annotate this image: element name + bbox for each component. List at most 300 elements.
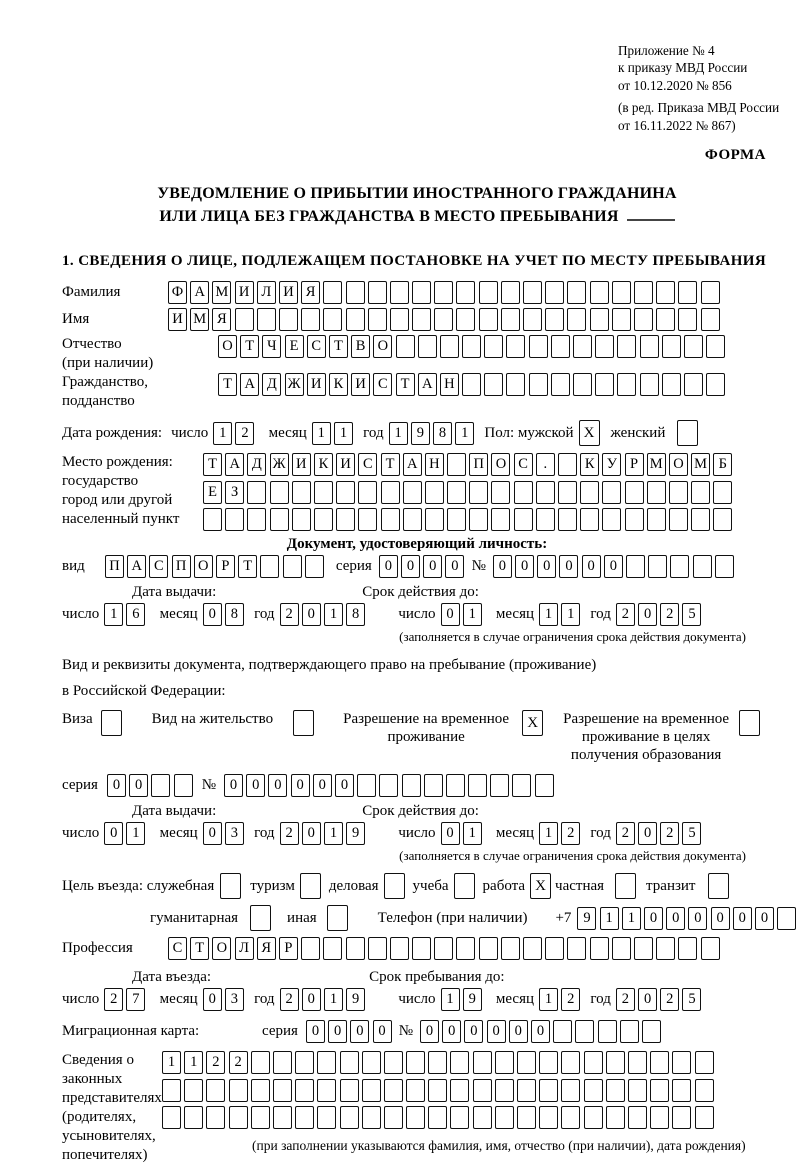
char-cell[interactable]: О [373,335,392,358]
char-cell[interactable]: 0 [638,988,657,1011]
char-cell[interactable] [184,1079,203,1102]
char-cell[interactable] [384,1079,403,1102]
char-cell[interactable] [678,308,697,331]
char-cell[interactable] [517,1079,536,1102]
char-cell[interactable] [573,373,592,396]
char-cell[interactable] [595,373,614,396]
char-cell[interactable] [203,508,222,531]
char-cell[interactable]: 0 [379,555,398,578]
char-cell[interactable] [634,308,653,331]
char-cell[interactable]: П [172,555,191,578]
char-cell[interactable] [567,281,586,304]
char-cell[interactable] [535,774,554,797]
char-cell[interactable]: А [418,373,437,396]
char-cell[interactable]: 0 [644,907,663,930]
char-cell[interactable] [424,774,443,797]
char-cell[interactable] [473,1051,492,1074]
char-cell[interactable]: О [218,335,237,358]
char-cell[interactable] [512,774,531,797]
char-cell[interactable] [517,1106,536,1129]
char-cell[interactable]: 1 [441,988,460,1011]
char-cell[interactable] [379,774,398,797]
char-cell[interactable] [403,508,422,531]
char-cell[interactable] [617,335,636,358]
char-cell[interactable] [706,373,725,396]
char-cell[interactable] [251,1106,270,1129]
char-cell[interactable] [580,481,599,504]
char-cell[interactable]: 1 [455,422,474,445]
purpose-work-checkbox[interactable]: Х [530,873,551,899]
char-cell[interactable]: Т [190,937,209,960]
char-cell[interactable]: М [190,308,209,331]
char-cell[interactable] [529,335,548,358]
char-cell[interactable] [656,937,675,960]
char-cell[interactable]: Н [425,453,444,476]
char-cell[interactable]: П [469,453,488,476]
char-cell[interactable] [642,1020,661,1043]
char-cell[interactable]: Е [203,481,222,504]
char-cell[interactable] [406,1051,425,1074]
purpose-study-checkbox[interactable] [454,873,475,899]
char-cell[interactable]: 0 [224,774,243,797]
char-cell[interactable] [561,1079,580,1102]
char-cell[interactable] [479,937,498,960]
char-cell[interactable] [323,308,342,331]
char-cell[interactable] [368,281,387,304]
char-cell[interactable]: 0 [203,988,222,1011]
char-cell[interactable] [270,508,289,531]
char-cell[interactable] [403,481,422,504]
char-cell[interactable]: И [235,281,254,304]
char-cell[interactable]: 0 [531,1020,550,1043]
char-cell[interactable] [617,373,636,396]
char-cell[interactable]: 2 [229,1051,248,1074]
char-cell[interactable]: 2 [280,603,299,626]
char-cell[interactable] [362,1106,381,1129]
char-cell[interactable]: Ф [168,281,187,304]
char-cell[interactable] [346,281,365,304]
char-cell[interactable] [561,1051,580,1074]
char-cell[interactable]: 2 [660,603,679,626]
visa-checkbox[interactable] [101,710,122,736]
char-cell[interactable]: 1 [463,822,482,845]
char-cell[interactable]: А [225,453,244,476]
char-cell[interactable] [295,1079,314,1102]
char-cell[interactable]: З [225,481,244,504]
char-cell[interactable]: 5 [682,988,701,1011]
char-cell[interactable] [590,308,609,331]
char-cell[interactable]: 1 [213,422,232,445]
purpose-private-checkbox[interactable] [615,873,636,899]
char-cell[interactable] [695,1079,714,1102]
char-cell[interactable] [545,281,564,304]
char-cell[interactable] [317,1051,336,1074]
char-cell[interactable]: 0 [246,774,265,797]
char-cell[interactable]: 9 [411,422,430,445]
char-cell[interactable] [598,1020,617,1043]
char-cell[interactable]: Т [396,373,415,396]
char-cell[interactable] [491,481,510,504]
char-cell[interactable] [684,335,703,358]
char-cell[interactable] [612,281,631,304]
char-cell[interactable] [612,937,631,960]
purpose-tourism-checkbox[interactable] [300,873,321,899]
char-cell[interactable] [184,1106,203,1129]
char-cell[interactable] [247,481,266,504]
char-cell[interactable] [584,1051,603,1074]
char-cell[interactable] [672,1106,691,1129]
char-cell[interactable] [701,308,720,331]
char-cell[interactable] [406,1079,425,1102]
char-cell[interactable]: 1 [104,603,123,626]
temp-residence-checkbox[interactable]: Х [522,710,543,736]
char-cell[interactable] [625,508,644,531]
char-cell[interactable]: У [602,453,621,476]
char-cell[interactable] [713,508,732,531]
char-cell[interactable]: 0 [442,1020,461,1043]
char-cell[interactable] [247,508,266,531]
char-cell[interactable]: 1 [539,603,558,626]
char-cell[interactable]: 1 [463,603,482,626]
char-cell[interactable] [539,1051,558,1074]
char-cell[interactable]: . [536,453,555,476]
char-cell[interactable]: 0 [733,907,752,930]
char-cell[interactable] [634,281,653,304]
char-cell[interactable]: 0 [537,555,556,578]
char-cell[interactable] [678,937,697,960]
char-cell[interactable] [713,481,732,504]
char-cell[interactable] [317,1079,336,1102]
char-cell[interactable] [362,1079,381,1102]
char-cell[interactable]: С [168,937,187,960]
char-cell[interactable]: 1 [539,988,558,1011]
char-cell[interactable]: С [149,555,168,578]
char-cell[interactable] [650,1051,669,1074]
char-cell[interactable] [425,508,444,531]
char-cell[interactable]: Ч [262,335,281,358]
char-cell[interactable] [260,555,279,578]
char-cell[interactable] [584,1106,603,1129]
char-cell[interactable] [506,335,525,358]
char-cell[interactable] [606,1106,625,1129]
char-cell[interactable] [640,335,659,358]
char-cell[interactable] [336,508,355,531]
residence-permit-checkbox[interactable] [293,710,314,736]
char-cell[interactable] [536,481,555,504]
char-cell[interactable] [251,1079,270,1102]
char-cell[interactable] [368,937,387,960]
char-cell[interactable]: О [212,937,231,960]
char-cell[interactable] [691,481,710,504]
char-cell[interactable]: 1 [324,603,343,626]
char-cell[interactable] [517,1051,536,1074]
char-cell[interactable] [501,308,520,331]
char-cell[interactable] [206,1079,225,1102]
char-cell[interactable]: 1 [622,907,641,930]
char-cell[interactable]: Т [329,335,348,358]
char-cell[interactable]: Т [238,555,257,578]
char-cell[interactable] [647,508,666,531]
char-cell[interactable] [684,373,703,396]
char-cell[interactable] [447,508,466,531]
char-cell[interactable]: Л [235,937,254,960]
char-cell[interactable] [573,335,592,358]
char-cell[interactable] [412,281,431,304]
char-cell[interactable]: 0 [559,555,578,578]
char-cell[interactable] [428,1051,447,1074]
char-cell[interactable] [225,508,244,531]
char-cell[interactable]: И [336,453,355,476]
char-cell[interactable]: 1 [600,907,619,930]
char-cell[interactable] [473,1106,492,1129]
char-cell[interactable]: 2 [206,1051,225,1074]
char-cell[interactable]: 0 [401,555,420,578]
char-cell[interactable]: И [279,281,298,304]
char-cell[interactable]: С [373,373,392,396]
char-cell[interactable]: 0 [420,1020,439,1043]
char-cell[interactable]: Я [301,281,320,304]
char-cell[interactable]: 1 [162,1051,181,1074]
char-cell[interactable]: К [580,453,599,476]
char-cell[interactable]: 2 [561,988,580,1011]
char-cell[interactable]: 8 [433,422,452,445]
char-cell[interactable]: О [194,555,213,578]
char-cell[interactable]: 2 [616,603,635,626]
char-cell[interactable] [514,481,533,504]
char-cell[interactable]: Б [713,453,732,476]
char-cell[interactable] [626,555,645,578]
char-cell[interactable] [323,937,342,960]
char-cell[interactable]: 8 [346,603,365,626]
char-cell[interactable] [340,1079,359,1102]
char-cell[interactable] [412,308,431,331]
char-cell[interactable] [484,335,503,358]
char-cell[interactable] [295,1051,314,1074]
char-cell[interactable] [251,1051,270,1074]
char-cell[interactable]: 1 [324,822,343,845]
char-cell[interactable] [701,937,720,960]
char-cell[interactable]: С [358,453,377,476]
char-cell[interactable] [450,1106,469,1129]
char-cell[interactable]: 1 [389,422,408,445]
char-cell[interactable] [669,508,688,531]
char-cell[interactable]: 2 [280,988,299,1011]
char-cell[interactable] [390,937,409,960]
char-cell[interactable]: 6 [126,603,145,626]
char-cell[interactable] [558,481,577,504]
char-cell[interactable] [358,481,377,504]
char-cell[interactable]: П [105,555,124,578]
char-cell[interactable] [434,308,453,331]
char-cell[interactable] [428,1079,447,1102]
char-cell[interactable] [558,453,577,476]
char-cell[interactable] [295,1106,314,1129]
char-cell[interactable]: 0 [515,555,534,578]
char-cell[interactable] [523,281,542,304]
char-cell[interactable] [501,937,520,960]
char-cell[interactable] [301,308,320,331]
char-cell[interactable]: 1 [126,822,145,845]
char-cell[interactable] [523,308,542,331]
char-cell[interactable]: М [212,281,231,304]
char-cell[interactable]: М [647,453,666,476]
char-cell[interactable] [447,481,466,504]
char-cell[interactable] [484,373,503,396]
purpose-official-checkbox[interactable] [220,873,241,899]
char-cell[interactable] [384,1106,403,1129]
char-cell[interactable]: Д [247,453,266,476]
char-cell[interactable] [235,308,254,331]
char-cell[interactable] [539,1079,558,1102]
char-cell[interactable] [381,481,400,504]
char-cell[interactable] [273,1051,292,1074]
char-cell[interactable] [301,937,320,960]
char-cell[interactable] [553,1020,572,1043]
char-cell[interactable] [558,508,577,531]
char-cell[interactable] [434,281,453,304]
char-cell[interactable]: Я [257,937,276,960]
char-cell[interactable]: Т [203,453,222,476]
char-cell[interactable] [691,508,710,531]
char-cell[interactable]: 0 [107,774,126,797]
char-cell[interactable]: 1 [324,988,343,1011]
char-cell[interactable]: 0 [129,774,148,797]
char-cell[interactable]: 2 [660,822,679,845]
char-cell[interactable] [468,774,487,797]
char-cell[interactable] [606,1051,625,1074]
char-cell[interactable]: Р [279,937,298,960]
char-cell[interactable] [656,281,675,304]
char-cell[interactable] [595,335,614,358]
char-cell[interactable]: 0 [604,555,623,578]
char-cell[interactable]: Т [381,453,400,476]
char-cell[interactable]: 1 [312,422,331,445]
char-cell[interactable] [425,481,444,504]
char-cell[interactable] [469,508,488,531]
char-cell[interactable] [580,508,599,531]
char-cell[interactable] [162,1079,181,1102]
char-cell[interactable] [491,508,510,531]
char-cell[interactable]: Е [285,335,304,358]
temp-residence-edu-checkbox[interactable] [739,710,760,736]
char-cell[interactable] [446,774,465,797]
char-cell[interactable] [678,281,697,304]
char-cell[interactable]: 1 [561,603,580,626]
char-cell[interactable] [706,335,725,358]
char-cell[interactable] [539,1106,558,1129]
char-cell[interactable]: 0 [755,907,774,930]
char-cell[interactable] [456,281,475,304]
char-cell[interactable]: 3 [225,822,244,845]
char-cell[interactable]: 1 [539,822,558,845]
char-cell[interactable]: О [669,453,688,476]
char-cell[interactable]: И [168,308,187,331]
char-cell[interactable] [323,281,342,304]
char-cell[interactable] [283,555,302,578]
char-cell[interactable] [390,308,409,331]
char-cell[interactable]: 0 [445,555,464,578]
char-cell[interactable]: Т [240,335,259,358]
char-cell[interactable] [340,1106,359,1129]
char-cell[interactable]: 0 [350,1020,369,1043]
char-cell[interactable] [292,481,311,504]
char-cell[interactable] [567,937,586,960]
char-cell[interactable]: 9 [577,907,596,930]
char-cell[interactable] [469,481,488,504]
char-cell[interactable] [640,373,659,396]
char-cell[interactable] [647,481,666,504]
char-cell[interactable] [529,373,548,396]
char-cell[interactable] [650,1106,669,1129]
char-cell[interactable] [479,308,498,331]
char-cell[interactable]: 2 [561,822,580,845]
char-cell[interactable] [701,281,720,304]
char-cell[interactable]: 2 [660,988,679,1011]
char-cell[interactable]: 0 [373,1020,392,1043]
char-cell[interactable] [450,1079,469,1102]
char-cell[interactable]: 0 [328,1020,347,1043]
char-cell[interactable]: 0 [582,555,601,578]
char-cell[interactable] [396,335,415,358]
char-cell[interactable] [670,555,689,578]
char-cell[interactable] [602,508,621,531]
char-cell[interactable] [279,308,298,331]
char-cell[interactable]: 0 [335,774,354,797]
char-cell[interactable]: Ж [270,453,289,476]
char-cell[interactable]: 2 [616,822,635,845]
char-cell[interactable]: 0 [493,555,512,578]
char-cell[interactable] [174,774,193,797]
char-cell[interactable] [428,1106,447,1129]
char-cell[interactable] [434,937,453,960]
char-cell[interactable]: 0 [423,555,442,578]
char-cell[interactable] [456,308,475,331]
char-cell[interactable] [305,555,324,578]
char-cell[interactable] [693,555,712,578]
char-cell[interactable]: 0 [638,603,657,626]
char-cell[interactable]: Н [440,373,459,396]
char-cell[interactable]: 0 [666,907,685,930]
char-cell[interactable]: 1 [184,1051,203,1074]
char-cell[interactable]: 0 [688,907,707,930]
char-cell[interactable]: 0 [268,774,287,797]
char-cell[interactable] [506,373,525,396]
char-cell[interactable] [462,335,481,358]
char-cell[interactable] [292,508,311,531]
char-cell[interactable] [440,335,459,358]
char-cell[interactable]: К [314,453,333,476]
char-cell[interactable]: 5 [682,822,701,845]
char-cell[interactable]: Я [212,308,231,331]
char-cell[interactable] [672,1079,691,1102]
char-cell[interactable] [390,281,409,304]
char-cell[interactable] [257,308,276,331]
char-cell[interactable] [561,1106,580,1129]
char-cell[interactable] [551,373,570,396]
sex-female-checkbox[interactable] [677,420,698,446]
char-cell[interactable]: Ж [285,373,304,396]
char-cell[interactable] [418,335,437,358]
char-cell[interactable] [545,308,564,331]
char-cell[interactable]: 0 [638,822,657,845]
char-cell[interactable] [695,1106,714,1129]
char-cell[interactable] [229,1106,248,1129]
char-cell[interactable]: 2 [616,988,635,1011]
char-cell[interactable]: 2 [280,822,299,845]
char-cell[interactable] [628,1051,647,1074]
char-cell[interactable]: К [329,373,348,396]
char-cell[interactable]: Р [625,453,644,476]
